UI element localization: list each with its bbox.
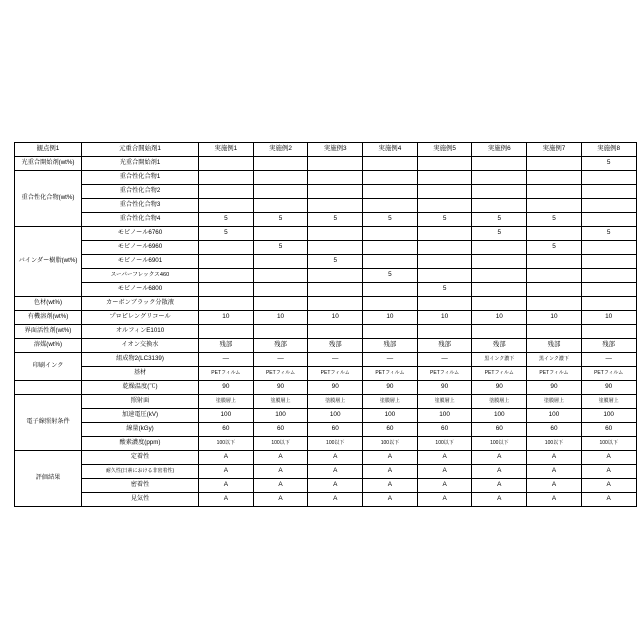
- row-item-label: 光重合開始剤1: [82, 157, 199, 171]
- cell: [527, 283, 582, 297]
- table-row: [15, 311, 637, 325]
- cell: 黒インク濃下: [527, 353, 582, 367]
- row-group-label: 色材(wt%): [15, 297, 82, 311]
- cell: —: [253, 353, 308, 367]
- table-row: [15, 185, 637, 199]
- row-item-label: プロピレングリコール: [82, 311, 199, 325]
- header-col-2: 実施例2: [253, 143, 308, 157]
- cell: [417, 199, 472, 213]
- cell: A: [308, 451, 363, 465]
- cell: 残部: [253, 339, 308, 353]
- row-group-label: 光重合開始剤(wt%): [15, 157, 82, 171]
- cell: [363, 283, 418, 297]
- row-item-label: 組成物2(LC3139): [82, 353, 199, 367]
- cell: 10: [581, 311, 636, 325]
- cell: 10: [363, 311, 418, 325]
- cell: 残部: [199, 339, 254, 353]
- cell: [363, 199, 418, 213]
- cell: [308, 157, 363, 171]
- cell: 100以下: [363, 437, 418, 451]
- cell: 10: [199, 311, 254, 325]
- cell: [581, 241, 636, 255]
- header-col-4: 実施例4: [363, 143, 418, 157]
- row-group-label: [15, 381, 82, 395]
- cell: [253, 269, 308, 283]
- cell: PETフィルム: [417, 367, 472, 381]
- cell: 5: [581, 157, 636, 171]
- cell: [199, 269, 254, 283]
- cell: —: [417, 353, 472, 367]
- row-item-label: イオン交換水: [82, 339, 199, 353]
- cell: [363, 171, 418, 185]
- cell: [581, 325, 636, 339]
- cell: [527, 199, 582, 213]
- cell: [199, 297, 254, 311]
- cell: [472, 241, 527, 255]
- cell: A: [363, 465, 418, 479]
- cell: PETフィルム: [472, 367, 527, 381]
- cell: [199, 255, 254, 269]
- cell: 5: [472, 227, 527, 241]
- row-item-label: 加速電圧(kV): [82, 409, 199, 423]
- cell: A: [308, 479, 363, 493]
- row-item-label: 乾燥温度(℃): [82, 381, 199, 395]
- cell: A: [199, 451, 254, 465]
- table-row: [15, 395, 637, 409]
- cell: [472, 255, 527, 269]
- cell: PETフィルム: [308, 367, 363, 381]
- row-item-label: 基材: [82, 367, 199, 381]
- cell: [308, 325, 363, 339]
- row-group-label: 評価結果: [15, 451, 82, 507]
- table-row: [15, 297, 637, 311]
- table-row: [15, 451, 637, 465]
- cell: [472, 269, 527, 283]
- cell: 10: [527, 311, 582, 325]
- cell: 100: [199, 409, 254, 423]
- cell: A: [363, 479, 418, 493]
- cell: [472, 157, 527, 171]
- cell: PETフィルム: [527, 367, 582, 381]
- cell: [527, 269, 582, 283]
- cell: 残部: [417, 339, 472, 353]
- cell: A: [308, 465, 363, 479]
- table-sheet: [14, 142, 626, 507]
- table-row: [15, 409, 637, 423]
- cell: 10: [417, 311, 472, 325]
- row-item-label: 線量(kGy): [82, 423, 199, 437]
- cell: A: [199, 493, 254, 507]
- cell: [199, 157, 254, 171]
- cell: 5: [581, 227, 636, 241]
- cell: [527, 185, 582, 199]
- cell: 90: [417, 381, 472, 395]
- cell: [199, 241, 254, 255]
- cell: 5: [472, 213, 527, 227]
- cell: A: [417, 465, 472, 479]
- cell: 10: [253, 311, 308, 325]
- cell: PETフィルム: [581, 367, 636, 381]
- cell: 90: [253, 381, 308, 395]
- cell: [308, 297, 363, 311]
- row-group-label: 重合性化合物(wt%): [15, 171, 82, 227]
- cell: 残部: [363, 339, 418, 353]
- cell: [363, 297, 418, 311]
- table-row: [15, 171, 637, 185]
- cell: 黒インク濃下: [472, 353, 527, 367]
- cell: 100: [581, 409, 636, 423]
- cell: 100: [308, 409, 363, 423]
- cell: 100以下: [199, 437, 254, 451]
- cell: 残部: [308, 339, 363, 353]
- cell: [308, 199, 363, 213]
- table-row: [15, 283, 637, 297]
- cell: 5: [308, 213, 363, 227]
- cell: [581, 269, 636, 283]
- cell: 5: [527, 213, 582, 227]
- cell: 5: [417, 283, 472, 297]
- cell: [527, 227, 582, 241]
- header-col-5: 実施例5: [417, 143, 472, 157]
- table-row: [15, 493, 637, 507]
- table-row: [15, 241, 637, 255]
- header-col-1: 実施例1: [199, 143, 254, 157]
- table-row: [15, 255, 637, 269]
- cell: 5: [308, 255, 363, 269]
- cell: [472, 325, 527, 339]
- cell: A: [472, 479, 527, 493]
- row-item-label: 定着性: [82, 451, 199, 465]
- cell: PETフィルム: [253, 367, 308, 381]
- cell: [527, 325, 582, 339]
- cell: PETフィルム: [363, 367, 418, 381]
- header-corner-right: 元重合開始剤1: [82, 143, 199, 157]
- cell: [199, 171, 254, 185]
- cell: 残部: [581, 339, 636, 353]
- row-item-label: 重合性化合物4: [82, 213, 199, 227]
- cell: [363, 227, 418, 241]
- table-row: [15, 157, 637, 171]
- cell: 60: [527, 423, 582, 437]
- cell: 塗膜層上: [253, 395, 308, 409]
- cell: [199, 325, 254, 339]
- cell: [253, 185, 308, 199]
- cell: 60: [199, 423, 254, 437]
- row-item-label: モビノール6960: [82, 241, 199, 255]
- cell: 5: [199, 213, 254, 227]
- cell: [308, 269, 363, 283]
- cell: 90: [308, 381, 363, 395]
- cell: 塗膜層上: [472, 395, 527, 409]
- cell: [417, 255, 472, 269]
- cell: [417, 297, 472, 311]
- table-header-row: [15, 143, 637, 157]
- cell: [253, 199, 308, 213]
- cell: A: [417, 451, 472, 465]
- cell: 60: [472, 423, 527, 437]
- cell: A: [199, 465, 254, 479]
- cell: [527, 297, 582, 311]
- cell: A: [527, 465, 582, 479]
- cell: A: [199, 479, 254, 493]
- row-group-label: バインダー樹脂(wt%): [15, 227, 82, 297]
- cell: [527, 255, 582, 269]
- cell: [308, 241, 363, 255]
- cell: —: [199, 353, 254, 367]
- header-col-7: 実施例7: [527, 143, 582, 157]
- table-body: [15, 143, 637, 507]
- cell: 塗膜層上: [581, 395, 636, 409]
- cell: [472, 199, 527, 213]
- cell: —: [363, 353, 418, 367]
- cell: [253, 157, 308, 171]
- table-row: [15, 479, 637, 493]
- table-row: [15, 227, 637, 241]
- cell: 5: [253, 241, 308, 255]
- header-corner-left: 観点例1: [15, 143, 82, 157]
- row-item-label: 重合性化合物2: [82, 185, 199, 199]
- row-item-label: 耐久性(日素における非密着性): [82, 465, 199, 479]
- cell: 5: [199, 227, 254, 241]
- cell: [308, 283, 363, 297]
- cell: 100以下: [417, 437, 472, 451]
- cell: [253, 255, 308, 269]
- cell: A: [527, 479, 582, 493]
- cell: 100以下: [472, 437, 527, 451]
- row-item-label: スーパーフレックス460: [82, 269, 199, 283]
- cell: A: [417, 493, 472, 507]
- table-row: [15, 213, 637, 227]
- cell: 残部: [472, 339, 527, 353]
- cell: 60: [581, 423, 636, 437]
- cell: A: [417, 479, 472, 493]
- row-group-label: 溶媒(wt%): [15, 339, 82, 353]
- cell: A: [253, 465, 308, 479]
- cell: [417, 325, 472, 339]
- cell: —: [581, 353, 636, 367]
- cell: PETフィルム: [199, 367, 254, 381]
- cell: [472, 185, 527, 199]
- cell: [363, 325, 418, 339]
- cell: [308, 185, 363, 199]
- row-item-label: モビノール6760: [82, 227, 199, 241]
- cell: [363, 185, 418, 199]
- cell: 塗膜層上: [527, 395, 582, 409]
- cell: A: [472, 451, 527, 465]
- table-row: [15, 437, 637, 451]
- cell: 残部: [527, 339, 582, 353]
- table-row: [15, 339, 637, 353]
- header-col-8: 実施例8: [581, 143, 636, 157]
- cell: A: [308, 493, 363, 507]
- cell: 塗膜層上: [199, 395, 254, 409]
- cell: 90: [199, 381, 254, 395]
- cell: [417, 185, 472, 199]
- cell: [581, 297, 636, 311]
- row-item-label: 見気性: [82, 493, 199, 507]
- cell: [417, 227, 472, 241]
- cell: 100以下: [527, 437, 582, 451]
- cell: [253, 297, 308, 311]
- cell: 5: [417, 213, 472, 227]
- row-item-label: カーボンブラック分散液: [82, 297, 199, 311]
- cell: 100: [472, 409, 527, 423]
- cell: A: [581, 479, 636, 493]
- cell: 塗膜層上: [417, 395, 472, 409]
- cell: 100: [363, 409, 418, 423]
- cell: A: [472, 465, 527, 479]
- table-row: [15, 423, 637, 437]
- cell: [363, 255, 418, 269]
- cell: 100: [527, 409, 582, 423]
- cell: A: [581, 493, 636, 507]
- row-group-label: 有機溶剤(wt%): [15, 311, 82, 325]
- table-row: [15, 269, 637, 283]
- cell: A: [527, 493, 582, 507]
- cell: 10: [308, 311, 363, 325]
- table-row: [15, 353, 637, 367]
- cell: 90: [527, 381, 582, 395]
- cell: [581, 171, 636, 185]
- cell: [527, 157, 582, 171]
- row-item-label: 重合性化合物1: [82, 171, 199, 185]
- row-group-label: 印刷インク: [15, 353, 82, 381]
- cell: [417, 157, 472, 171]
- table-row: [15, 381, 637, 395]
- header-col-3: 実施例3: [308, 143, 363, 157]
- cell: 100以下: [308, 437, 363, 451]
- cell: A: [253, 493, 308, 507]
- cell: [472, 297, 527, 311]
- cell: [581, 185, 636, 199]
- cell: 塗膜層上: [363, 395, 418, 409]
- cell: A: [363, 493, 418, 507]
- cell: 90: [363, 381, 418, 395]
- cell: [417, 241, 472, 255]
- cell: —: [308, 353, 363, 367]
- row-group-label: 界面活性剤(wt%): [15, 325, 82, 339]
- cell: 90: [472, 381, 527, 395]
- cell: 60: [363, 423, 418, 437]
- row-item-label: 照射面: [82, 395, 199, 409]
- cell: 90: [581, 381, 636, 395]
- cell: [417, 269, 472, 283]
- cell: [363, 241, 418, 255]
- table-row: [15, 199, 637, 213]
- row-item-label: オルフィンE1010: [82, 325, 199, 339]
- formulation-table: [14, 142, 637, 507]
- cell: 5: [363, 213, 418, 227]
- cell: A: [472, 493, 527, 507]
- cell: A: [527, 451, 582, 465]
- cell: [253, 227, 308, 241]
- cell: [472, 283, 527, 297]
- cell: [253, 283, 308, 297]
- cell: [253, 325, 308, 339]
- row-item-label: モビノール6901: [82, 255, 199, 269]
- cell: 5: [363, 269, 418, 283]
- cell: [527, 171, 582, 185]
- cell: 塗膜層上: [308, 395, 363, 409]
- cell: A: [581, 465, 636, 479]
- cell: 60: [308, 423, 363, 437]
- row-item-label: 酸素濃度(ppm): [82, 437, 199, 451]
- cell: A: [581, 451, 636, 465]
- cell: [581, 283, 636, 297]
- cell: [581, 213, 636, 227]
- cell: [308, 171, 363, 185]
- row-item-label: 密着性: [82, 479, 199, 493]
- cell: 60: [417, 423, 472, 437]
- table-row: [15, 325, 637, 339]
- cell: [363, 157, 418, 171]
- cell: [308, 227, 363, 241]
- cell: 100: [417, 409, 472, 423]
- cell: [417, 171, 472, 185]
- cell: [199, 283, 254, 297]
- cell: A: [363, 451, 418, 465]
- row-item-label: モビノール6800: [82, 283, 199, 297]
- header-col-6: 実施例6: [472, 143, 527, 157]
- table-row: [15, 465, 637, 479]
- cell: [581, 255, 636, 269]
- cell: [199, 185, 254, 199]
- cell: 10: [472, 311, 527, 325]
- cell: [581, 199, 636, 213]
- cell: A: [253, 451, 308, 465]
- cell: 100以下: [581, 437, 636, 451]
- cell: 5: [253, 213, 308, 227]
- cell: [472, 171, 527, 185]
- cell: 100: [253, 409, 308, 423]
- row-group-label: 電子線照射条件: [15, 395, 82, 451]
- cell: A: [253, 479, 308, 493]
- cell: 100以下: [253, 437, 308, 451]
- cell: 60: [253, 423, 308, 437]
- cell: [253, 171, 308, 185]
- cell: 5: [527, 241, 582, 255]
- table-row: [15, 367, 637, 381]
- row-item-label: 重合性化合物3: [82, 199, 199, 213]
- cell: [199, 199, 254, 213]
